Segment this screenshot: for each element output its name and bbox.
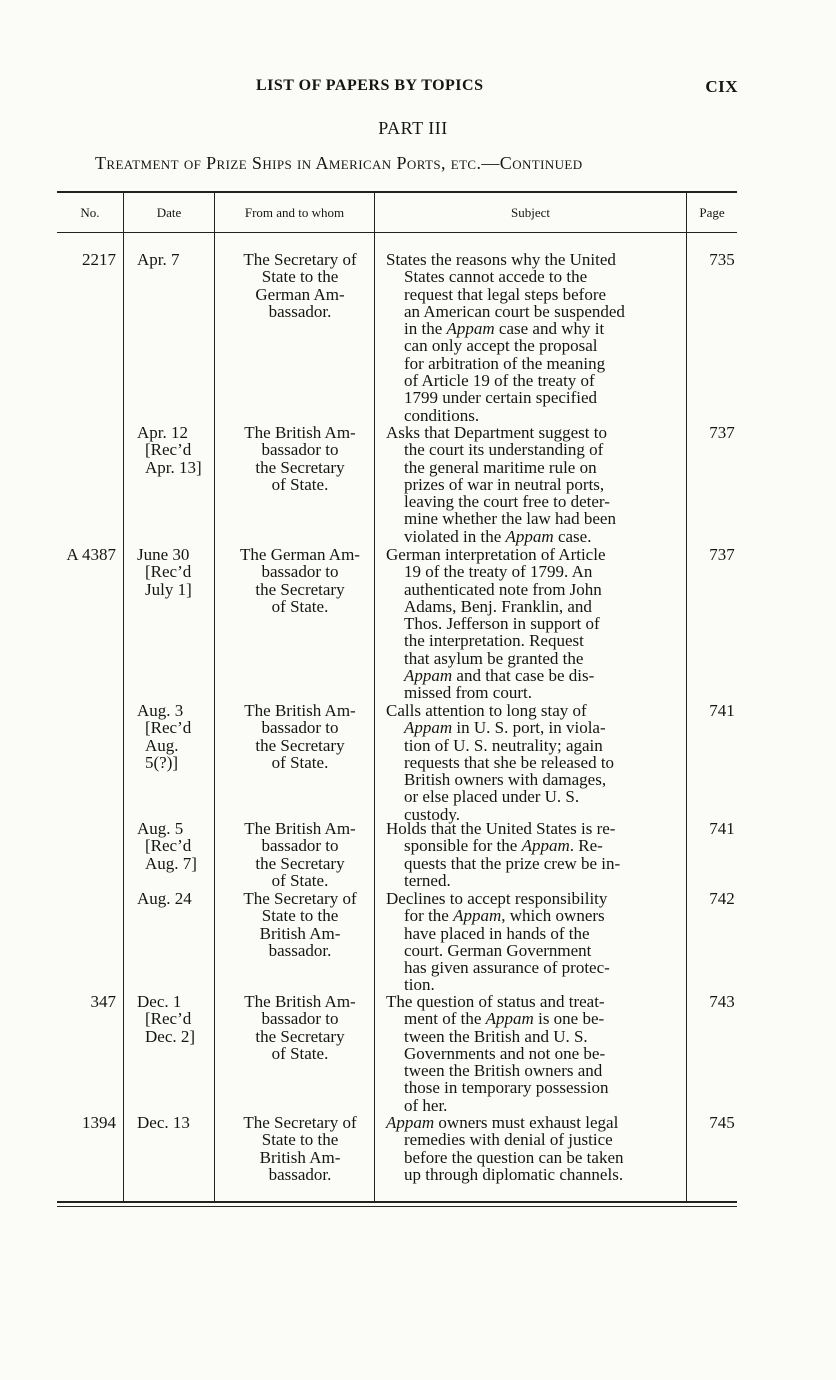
- document-date: [137, 702, 215, 771]
- date-line: Dec. 13: [137, 1113, 190, 1132]
- subject-line: remedies with denial of justice: [404, 1130, 613, 1150]
- page-reference: 741: [709, 819, 735, 838]
- subject-line: Thos. Jefferson in support of: [404, 614, 600, 634]
- correspondents-line: the Secretary: [255, 457, 345, 477]
- date-line: Apr. 7: [137, 250, 180, 269]
- date-line: Aug. 24: [137, 889, 192, 908]
- date-line: July 1]: [145, 579, 192, 599]
- correspondents: [227, 702, 373, 771]
- page-reference: 735: [709, 250, 735, 269]
- subject-line: custody.: [404, 804, 461, 824]
- subject-line: States the reasons why the United: [386, 250, 616, 269]
- subject-line: leaving the court free to deter-: [404, 492, 610, 512]
- running-head-title: LIST OF PAPERS BY TOPICS: [256, 77, 484, 94]
- subject-line: prizes of war in neutral ports,: [404, 474, 605, 494]
- correspondents-line: bassador to: [261, 562, 339, 582]
- subject-line: before the question can be taken: [404, 1147, 624, 1167]
- page-reference: 737: [709, 423, 735, 442]
- section-title: Treatment of Prize Ships in American Ports, etc.—Continued: [95, 153, 583, 173]
- correspondents-line: of State.: [271, 596, 329, 616]
- subject-line: have placed in hands of the: [404, 923, 590, 943]
- subject-line: mine whether the law had been: [404, 509, 616, 529]
- subject-line: German interpretation of Article: [386, 545, 606, 564]
- subject-text: [386, 820, 678, 889]
- subject-line: The question of status and treat-: [386, 992, 605, 1011]
- document-date: [137, 424, 215, 476]
- subject-line: violated in the Appam case.: [404, 526, 592, 546]
- correspondents-line: the Secretary: [255, 1026, 345, 1046]
- subject-line: request that legal steps before: [404, 284, 607, 304]
- column-header-page: Page: [699, 205, 725, 220]
- correspondents-line: The Secretary of: [243, 1113, 357, 1132]
- subject-line: the court its understanding of: [404, 440, 604, 460]
- correspondents-line: of State.: [271, 474, 329, 494]
- table-top-rule: [57, 191, 737, 193]
- ship-name: Appam: [521, 836, 570, 856]
- subject-line: can only accept the proposal: [404, 336, 598, 356]
- ship-name: Appam: [404, 666, 453, 686]
- correspondents: [227, 546, 373, 615]
- ship-name: Appam: [505, 526, 554, 546]
- date-line: [Rec’d: [145, 718, 192, 738]
- ship-name: Appam: [404, 718, 453, 738]
- subject-line: 19 of the treaty of 1799. An: [404, 562, 593, 582]
- subject-line: those in temporary possession: [404, 1078, 609, 1098]
- date-line: Apr. 13]: [145, 457, 202, 477]
- subject-line: tween the British and U. S.: [404, 1026, 588, 1046]
- subject-line: has given assurance of protec-: [404, 958, 610, 978]
- subject-line: Adams, Benj. Franklin, and: [404, 596, 592, 616]
- subject-line: for arbitration of the meaning: [404, 353, 606, 373]
- column-divider: [374, 193, 375, 1201]
- correspondents-line: The British Am-: [244, 992, 356, 1011]
- subject-text: [386, 251, 678, 424]
- ship-name: Appam: [453, 906, 502, 926]
- subject-line: Governments and not one be-: [404, 1043, 606, 1063]
- date-line: Aug.: [145, 735, 179, 755]
- subject-line: authenticated note from John: [404, 579, 602, 599]
- subject-line: Appam and that case be dis-: [404, 666, 595, 686]
- subject-line: of Article 19 of the treaty of: [404, 371, 595, 391]
- page-reference: 742: [709, 889, 735, 908]
- subject-line: requests that she be released to: [404, 752, 615, 772]
- column-divider: [214, 193, 215, 1201]
- running-head: [0, 77, 836, 101]
- correspondents: [227, 890, 373, 959]
- part-heading: [0, 118, 836, 139]
- ship-name: Appam: [386, 1113, 435, 1132]
- subject-line: in the Appam case and why it: [404, 319, 605, 339]
- correspondents-line: bassador.: [268, 1164, 332, 1184]
- date-line: Dec. 1: [137, 992, 182, 1011]
- page-reference: 745: [709, 1113, 735, 1132]
- page-reference: 743: [709, 992, 735, 1011]
- date-line: Aug. 5: [137, 819, 184, 838]
- column-divider: [123, 193, 124, 1201]
- subject-line: for the Appam, which owners: [404, 906, 605, 926]
- document-date: [137, 993, 215, 1045]
- document-number: A 4387: [66, 545, 116, 564]
- subject-line: 1799 under certain specified: [404, 388, 598, 408]
- date-line: [Rec’d: [145, 1009, 192, 1029]
- date-line: 5(?)]: [145, 752, 179, 772]
- document-number: 347: [90, 992, 116, 1011]
- correspondents-line: The Secretary of: [243, 889, 357, 908]
- subject-text: [386, 993, 678, 1114]
- subject-line: sponsible for the Appam. Re-: [404, 836, 603, 856]
- ship-name: Appam: [485, 1009, 534, 1029]
- table-bottom-rule: [57, 1201, 737, 1203]
- subject-line: that asylum be granted the: [404, 648, 584, 668]
- correspondents-line: State to the: [261, 1130, 339, 1150]
- document-date: [137, 890, 215, 907]
- subject-line: of her.: [404, 1095, 448, 1115]
- subject-line: missed from court.: [404, 683, 532, 703]
- correspondents-line: The German Am-: [240, 545, 360, 564]
- subject-text: [386, 890, 678, 994]
- column-header-no: No.: [80, 205, 100, 220]
- correspondents-line: bassador to: [261, 718, 339, 738]
- correspondents-line: of State.: [271, 1043, 329, 1063]
- date-line: Aug. 7]: [145, 853, 197, 873]
- subject-line: British owners with damages,: [404, 770, 607, 790]
- subject-text: [386, 424, 678, 545]
- correspondents-line: The British Am-: [244, 423, 356, 442]
- date-line: [Rec’d: [145, 562, 192, 582]
- subject-line: terned.: [404, 870, 451, 890]
- subject-line: quests that the prize crew be in-: [404, 853, 621, 873]
- subject-line: Declines to accept responsibility: [386, 889, 608, 908]
- subject-line: Appam owners must exhaust legal: [386, 1113, 619, 1132]
- subject-line: Asks that Department suggest to: [386, 423, 607, 442]
- date-line: [Rec’d: [145, 440, 192, 460]
- column-header-subject: Subject: [511, 205, 550, 220]
- page-reference: 741: [709, 701, 735, 720]
- correspondents: [227, 1114, 373, 1183]
- subject-line: the general maritime rule on: [404, 457, 597, 477]
- correspondents: [227, 820, 373, 889]
- subject-line: Calls attention to long stay of: [386, 701, 587, 720]
- correspondents-line: State to the: [261, 906, 339, 926]
- correspondents-line: the Secretary: [255, 853, 345, 873]
- document-date: [137, 251, 215, 268]
- subject-line: tween the British owners and: [404, 1061, 603, 1081]
- subject-line: conditions.: [404, 405, 480, 425]
- subject-line: Appam in U. S. port, in viola-: [404, 718, 606, 738]
- subject-text: [386, 1114, 678, 1183]
- document-number: 1394: [82, 1113, 116, 1132]
- subject-line: tion of U. S. neutrality; again: [404, 735, 603, 755]
- correspondents-line: The British Am-: [244, 819, 356, 838]
- column-header-date: Date: [156, 205, 182, 220]
- document-date: [137, 820, 215, 872]
- column-divider: [686, 193, 687, 1201]
- correspondents-line: German Am-: [255, 284, 345, 304]
- correspondents-line: bassador.: [268, 940, 332, 960]
- page-folio: CIX: [705, 77, 738, 96]
- correspondents: [227, 251, 373, 320]
- subject-line: ment of the Appam is one be-: [404, 1009, 605, 1029]
- correspondents: [227, 993, 373, 1062]
- document-number: 2217: [82, 250, 116, 269]
- subject-line: or else placed under U. S.: [404, 787, 580, 807]
- correspondents-line: The Secretary of: [243, 250, 357, 269]
- document-date: [137, 546, 215, 598]
- correspondents: [227, 424, 373, 493]
- correspondents-line: bassador to: [261, 836, 339, 856]
- table-header-rule: [57, 232, 737, 233]
- subject-line: Holds that the United States is re-: [386, 819, 616, 838]
- page-reference: 737: [709, 545, 735, 564]
- part-heading-text: PART III: [378, 118, 448, 138]
- correspondents-line: The British Am-: [244, 701, 356, 720]
- subject-text: [386, 546, 678, 702]
- table-bottom-rule-thin: [57, 1206, 737, 1207]
- ship-name: Appam: [446, 319, 495, 339]
- subject-line: up through diplomatic channels.: [404, 1164, 624, 1184]
- subject-line: an American court be suspended: [404, 301, 625, 321]
- subject-line: the interpretation. Request: [404, 631, 584, 651]
- date-line: Dec. 2]: [145, 1026, 196, 1046]
- correspondents-line: bassador.: [268, 301, 332, 321]
- correspondents-line: of State.: [271, 870, 329, 890]
- subject-line: States cannot accede to the: [404, 267, 588, 287]
- subject-line: court. German Government: [404, 940, 592, 960]
- column-header-from: From and to whom: [244, 205, 345, 220]
- correspondents-line: the Secretary: [255, 579, 345, 599]
- correspondents-line: British Am-: [259, 923, 341, 943]
- date-line: June 30: [137, 545, 190, 564]
- subject-line: tion.: [404, 975, 435, 995]
- date-line: [Rec’d: [145, 836, 192, 856]
- correspondents-line: bassador to: [261, 440, 339, 460]
- correspondents-line: of State.: [271, 752, 329, 772]
- date-line: Aug. 3: [137, 701, 184, 720]
- correspondents-line: bassador to: [261, 1009, 339, 1029]
- correspondents-line: British Am-: [259, 1147, 341, 1167]
- subject-text: [386, 702, 678, 823]
- date-line: Apr. 12: [137, 423, 188, 442]
- document-date: [137, 1114, 215, 1131]
- correspondents-line: the Secretary: [255, 735, 345, 755]
- correspondents-line: State to the: [261, 267, 339, 287]
